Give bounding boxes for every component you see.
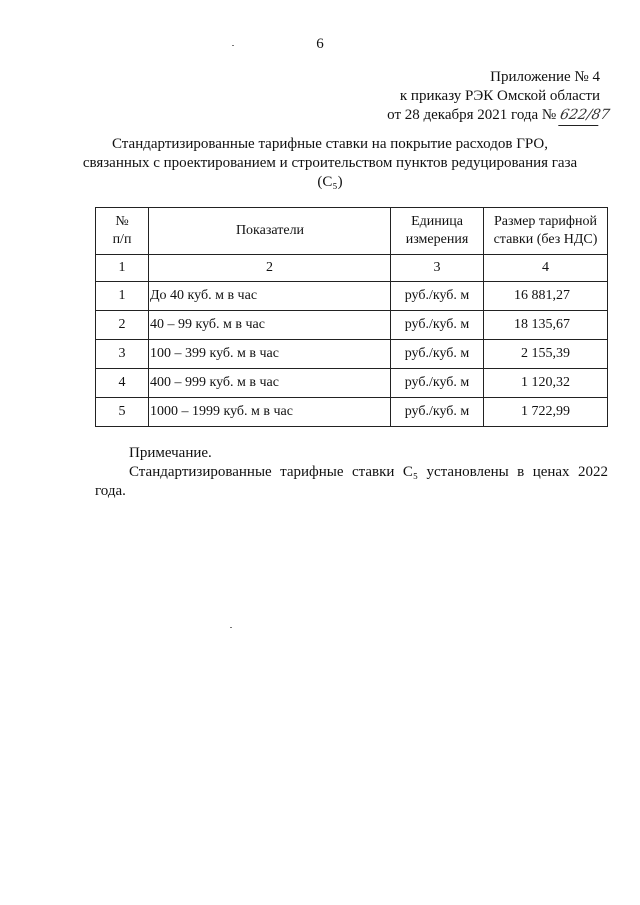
row-indicator: 40 – 99 куб. м в час [149, 311, 391, 340]
row-indicator: 400 – 999 куб. м в час [149, 369, 391, 398]
row-indicator: До 40 куб. м в час [149, 282, 391, 311]
appendix-order-date [387, 106, 611, 126]
row-num: 1 [96, 282, 149, 311]
column-number: 2 [149, 255, 391, 282]
row-unit: руб./куб. м [391, 311, 484, 340]
row-rate: 2 155,39 [484, 340, 608, 369]
table-row [96, 340, 608, 369]
row-indicator: 100 – 399 куб. м в час [149, 340, 391, 369]
row-rate: 16 881,27 [484, 282, 608, 311]
title-line-3: (С₅) [317, 174, 343, 190]
scan-speck [230, 627, 232, 628]
appendix-order-ref: к приказу РЭК Омской области [399, 88, 600, 104]
note-section [95, 444, 608, 501]
order-date-text: от 28 декабря 2021 года № [387, 107, 557, 123]
note-title: Примечание. [129, 445, 212, 461]
row-unit: руб./куб. м [391, 369, 484, 398]
column-numbers-row [96, 255, 608, 282]
row-num: 2 [96, 311, 149, 340]
row-num: 5 [96, 398, 149, 427]
document-title [70, 135, 590, 192]
scan-speck [232, 45, 234, 46]
table-row [96, 311, 608, 340]
row-num: 3 [96, 340, 149, 369]
table-row [96, 369, 608, 398]
row-rate: 1 120,32 [484, 369, 608, 398]
row-unit: руб./куб. м [391, 340, 484, 369]
row-indicator: 1000 – 1999 куб. м в час [149, 398, 391, 427]
title-line-1: Стандартизированные тарифные ставки на покрытие расходов ГРО, [112, 136, 548, 152]
title-line-2: связанных с проектированием и строительством пунктов редуцирования газа [82, 155, 578, 171]
appendix-number: Приложение № 4 [490, 69, 600, 85]
table-row [96, 398, 608, 427]
tariff-table [95, 207, 608, 427]
column-number: 4 [484, 255, 608, 282]
row-rate: 1 722,99 [484, 398, 608, 427]
column-number: 3 [391, 255, 484, 282]
column-number: 1 [96, 255, 149, 282]
header-unit: Единица измерения [391, 208, 484, 255]
row-rate: 18 135,67 [484, 311, 608, 340]
note-text: Стандартизированные тарифные ставки С₅ установлены в ценах 2022 года. [95, 464, 608, 499]
row-num: 4 [96, 369, 149, 398]
header-indicator: Показатели [149, 208, 391, 255]
appendix-header [387, 68, 611, 126]
row-unit: руб./куб. м [391, 282, 484, 311]
row-unit: руб./куб. м [391, 398, 484, 427]
page-number: 6 [316, 36, 324, 52]
table-row [96, 282, 608, 311]
handwritten-order-number: 622/87 [558, 106, 602, 126]
header-rate: Размер тарифной ставки (без НДС) [484, 208, 608, 255]
header-num: № п/п [96, 208, 149, 255]
table-header-row [96, 208, 608, 255]
